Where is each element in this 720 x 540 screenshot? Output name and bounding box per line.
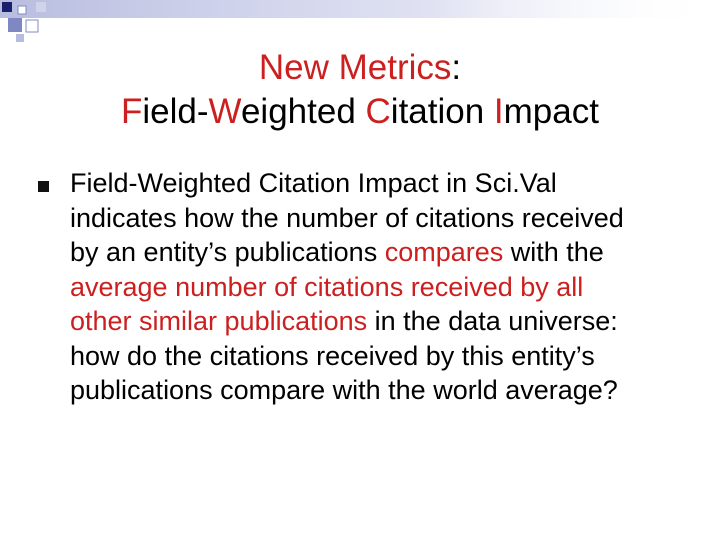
title-segment: eighted [240, 92, 366, 131]
bullet-square-icon [38, 181, 49, 192]
bullet-segment: compares [384, 237, 504, 267]
title-segment: I [493, 92, 504, 131]
bullet-segment: average number of citations received by all other similar publications [70, 271, 584, 336]
bullet-text [70, 166, 630, 408]
title-segment: : [451, 48, 462, 87]
title-segment: itation [390, 92, 494, 131]
title-segment: F [121, 92, 143, 131]
title-segment: C [365, 92, 391, 131]
bullet-segment: in the data universe: how do the citations received by this entity’s publications compare with the world average? [70, 306, 618, 405]
slide-title [0, 46, 720, 134]
title-line-1 [0, 46, 720, 90]
corner-decoration [0, 0, 720, 48]
title-segment: mpact [503, 92, 599, 131]
title-segment: W [208, 92, 241, 131]
title-segment: ield- [142, 92, 209, 131]
bullet-segment: Field-Weighted Citation Impact in Sci.Val indicates how the number of citations received by an entity’s publications [70, 168, 624, 267]
title-line-2 [0, 90, 720, 134]
bullet-segment: with the [503, 237, 604, 267]
title-segment: New Metrics [258, 48, 452, 87]
